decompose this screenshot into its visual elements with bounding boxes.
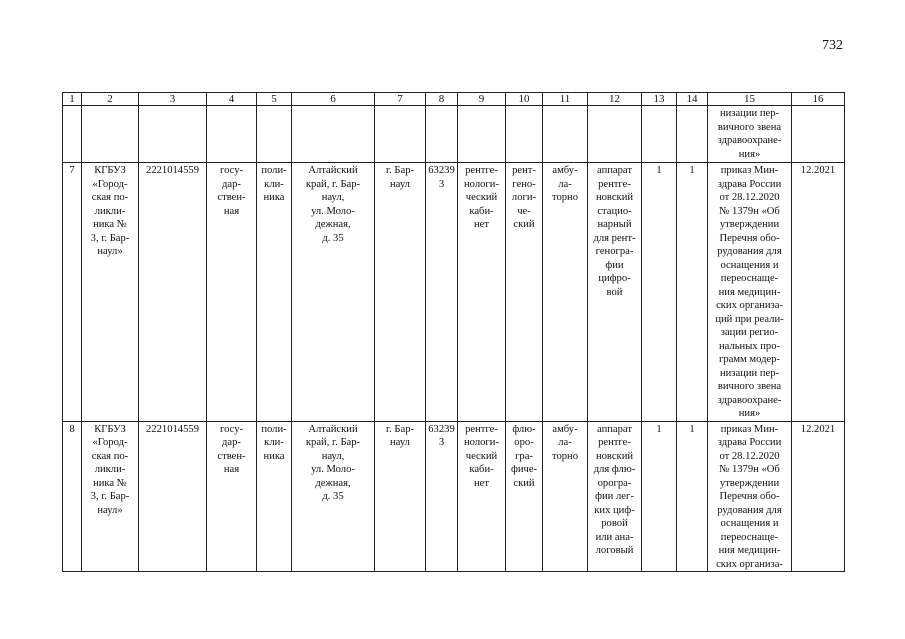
- organization-cell: КГБУЗ «Город- ская по- ликли- ника № 3, г. Бар- наул»: [82, 163, 139, 422]
- column-number: 7: [375, 93, 426, 106]
- legal-basis-cell: низации пер- вичного звена здравоохране- ния»: [708, 106, 792, 163]
- date-cell: 12.2021: [792, 421, 845, 572]
- row-number-cell: 8: [63, 421, 82, 572]
- cell: [792, 106, 845, 163]
- inn-cell: 2221014559: [139, 163, 207, 422]
- equipment-cell: аппарат рентге- новский стацио- нарный для рент- геногра- фии цифро- вой: [588, 163, 642, 422]
- cell: [642, 106, 677, 163]
- column-number: 8: [426, 93, 458, 106]
- column-number: 11: [543, 93, 588, 106]
- column-number: 10: [506, 93, 543, 106]
- column-number: 1: [63, 93, 82, 106]
- row-number-cell: 7: [63, 163, 82, 422]
- column-number: 5: [257, 93, 292, 106]
- cell: [257, 106, 292, 163]
- column-number: 2: [82, 93, 139, 106]
- cell: [82, 106, 139, 163]
- column-number-row: [63, 93, 845, 106]
- column-number: 15: [708, 93, 792, 106]
- table-row: [63, 163, 845, 422]
- quantity-cell: 1: [642, 421, 677, 572]
- locality-cell: г. Бар- наул: [375, 163, 426, 422]
- code-cell: 63239 3: [426, 421, 458, 572]
- address-cell: Алтайский край, г. Бар- наул, ул. Моло- дежная, д. 35: [292, 163, 375, 422]
- cell: [207, 106, 257, 163]
- cell: [375, 106, 426, 163]
- column-number: 9: [458, 93, 506, 106]
- legal-basis-cell: приказ Мин- здрава России от 28.12.2020 № 1379н «Об утверждении Перечня обо- рудования для оснащения и переоснаще- ния медицин- ских организа- ций при реали- зации регио- нальных про- грамм модер- низации пер- вичного звена здравоохране- ния»: [708, 163, 792, 422]
- table-row: [63, 421, 845, 572]
- date-cell: 12.2021: [792, 163, 845, 422]
- ownership-cell: госу- дар- ствен- ная: [207, 163, 257, 422]
- organization-cell: КГБУЗ «Город- ская по- ликли- ника № 3, г. Бар- наул»: [82, 421, 139, 572]
- registry-table: [62, 92, 845, 572]
- column-number: 13: [642, 93, 677, 106]
- column-number: 6: [292, 93, 375, 106]
- cell: [426, 106, 458, 163]
- room-cell: рентге- нологи- ческий каби- нет: [458, 421, 506, 572]
- quantity-cell: 1: [677, 421, 708, 572]
- column-number: 3: [139, 93, 207, 106]
- cell: [458, 106, 506, 163]
- cell: [63, 106, 82, 163]
- locality-cell: г. Бар- наул: [375, 421, 426, 572]
- ownership-cell: госу- дар- ствен- ная: [207, 421, 257, 572]
- care-form-cell: амбу- ла- торно: [543, 421, 588, 572]
- facility-type-cell: поли- кли- ника: [257, 421, 292, 572]
- column-number: 12: [588, 93, 642, 106]
- legal-basis-cell: приказ Мин- здрава России от 28.12.2020 № 1379н «Об утверждении Перечня обо- рудования для оснащения и переоснаще- ния медицин- ских организа-: [708, 421, 792, 572]
- care-form-cell: амбу- ла- торно: [543, 163, 588, 422]
- quantity-cell: 1: [677, 163, 708, 422]
- column-number: 14: [677, 93, 708, 106]
- facility-type-cell: поли- кли- ника: [257, 163, 292, 422]
- code-cell: 63239 3: [426, 163, 458, 422]
- cell: [677, 106, 708, 163]
- inn-cell: 2221014559: [139, 421, 207, 572]
- cell: [506, 106, 543, 163]
- equipment-cell: аппарат рентге- новский для флю- орогра- фии лег- ких циф- ровой или ана- логовый: [588, 421, 642, 572]
- column-number: 16: [792, 93, 845, 106]
- page-number: 732: [822, 38, 843, 53]
- address-cell: Алтайский край, г. Бар- наул, ул. Моло- дежная, д. 35: [292, 421, 375, 572]
- continuation-row: [63, 106, 845, 163]
- profile-cell: флю- оро- гра- фиче- ский: [506, 421, 543, 572]
- quantity-cell: 1: [642, 163, 677, 422]
- cell: [543, 106, 588, 163]
- cell: [139, 106, 207, 163]
- column-number: 4: [207, 93, 257, 106]
- cell: [588, 106, 642, 163]
- room-cell: рентге- нологи- ческий каби- нет: [458, 163, 506, 422]
- profile-cell: рент- гено- логи- че- ский: [506, 163, 543, 422]
- cell: [292, 106, 375, 163]
